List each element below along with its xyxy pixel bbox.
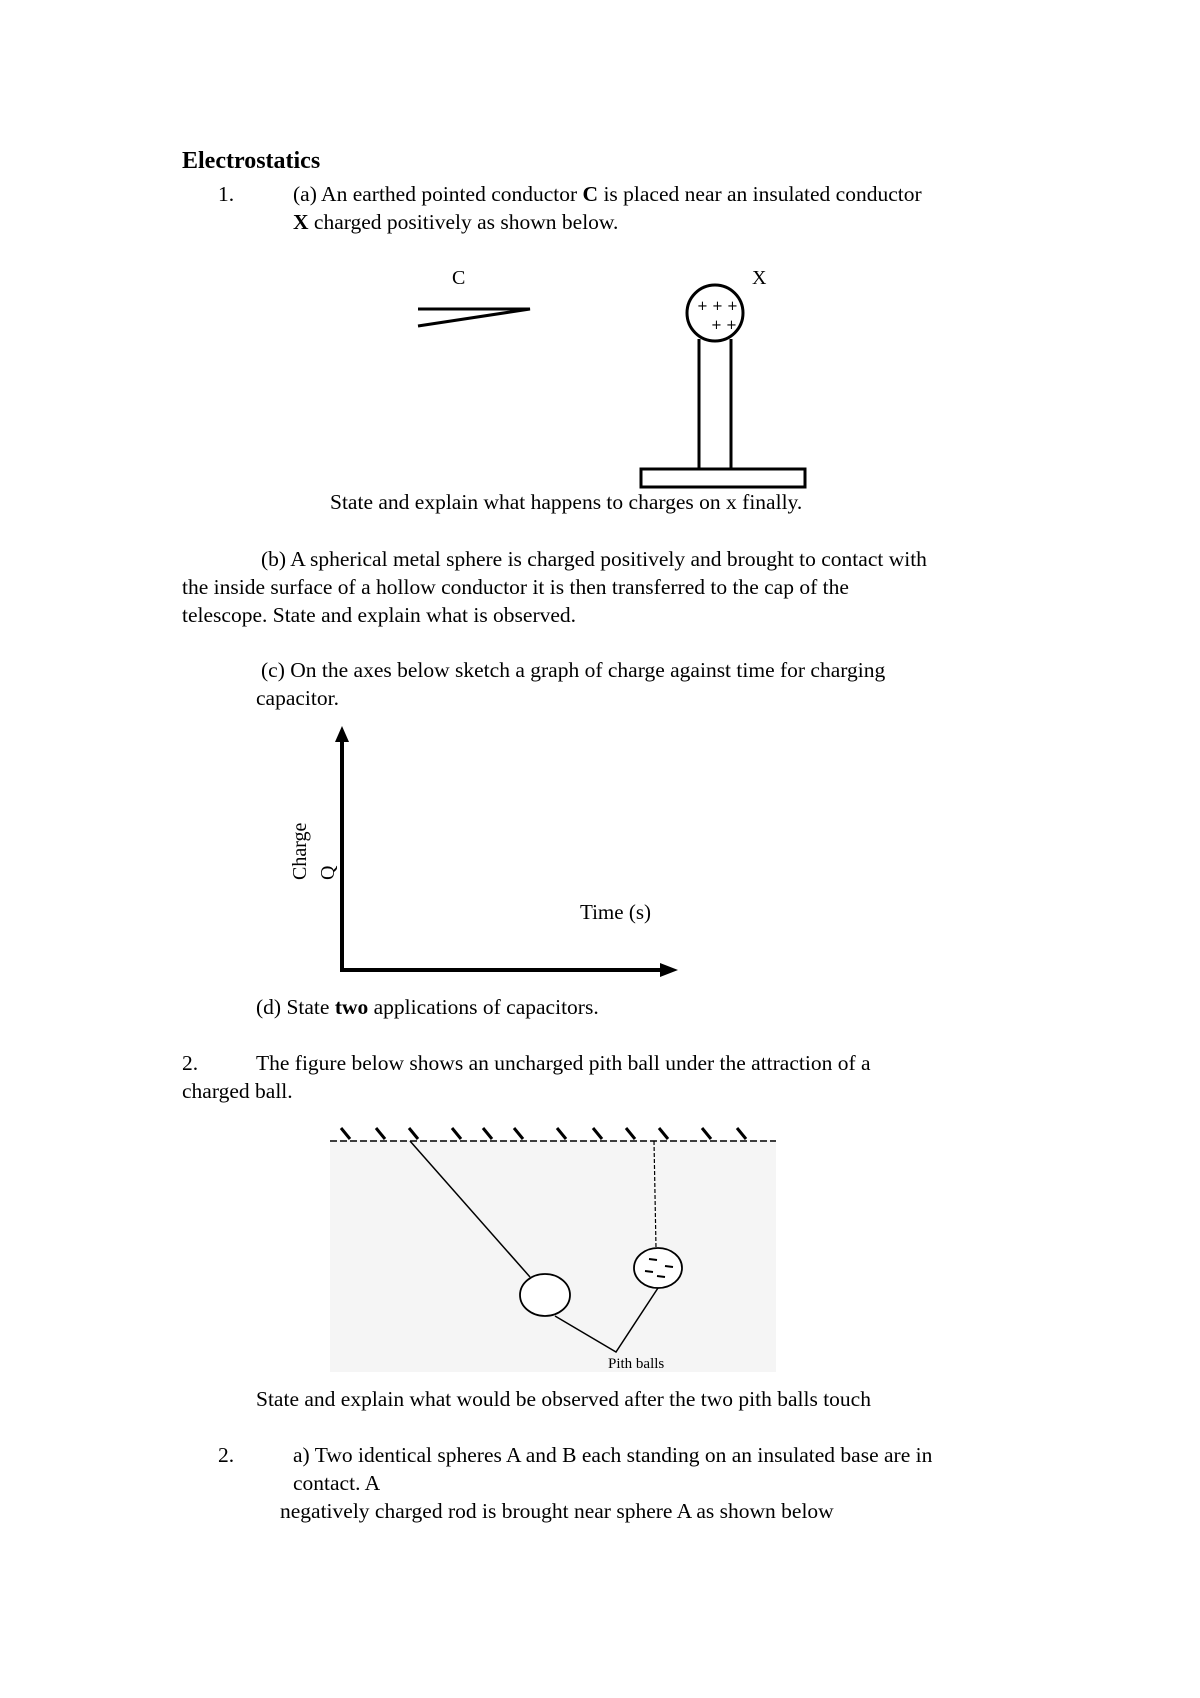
q1c-line2: capacitor. xyxy=(256,686,339,710)
q1c-line1: (c) On the axes below sketch a graph of charge against time for charging xyxy=(261,658,886,682)
q1b-line1: (b) A spherical metal sphere is charged positively and brought to contact with xyxy=(261,547,927,571)
q1a-x-bold: X xyxy=(293,210,309,234)
q3-number: 2. xyxy=(218,1443,235,1467)
charge-time-axes xyxy=(289,726,678,977)
q2-line1: The figure below shows an uncharged pith ball under the attraction of a xyxy=(256,1051,871,1075)
label-x: X xyxy=(752,267,767,289)
q1a-c-bold: C xyxy=(582,182,599,206)
q1a-question: State and explain what happens to charges on x finally. xyxy=(330,490,803,514)
uncharged-pith-ball xyxy=(520,1274,570,1316)
pith-ball-diagram xyxy=(330,1128,776,1372)
q2-question: State and explain what would be observed after the two pith balls touch xyxy=(256,1387,871,1411)
label-c: C xyxy=(452,267,466,289)
q1a-prefix: (a) An earthed pointed conductor xyxy=(293,182,583,206)
q1d-bold: two xyxy=(334,995,369,1019)
plus-signs-row2: + + xyxy=(711,318,737,333)
charged-ball xyxy=(634,1248,682,1288)
plus-signs-row1: + + + xyxy=(697,299,738,314)
page-title: Electrostatics xyxy=(182,148,321,174)
stand-base xyxy=(641,469,805,487)
y-axis-arrow xyxy=(335,726,349,742)
x-axis-arrow xyxy=(660,963,678,977)
q1a-mid: is placed near an insulated conductor xyxy=(598,182,922,206)
q3-line1: a) Two identical spheres A and B each standing on an insulated base are in xyxy=(293,1443,933,1467)
conductor-diagram xyxy=(418,267,805,487)
y-axis-symbol: Q xyxy=(317,865,339,880)
q1d-prefix: (d) State xyxy=(256,995,335,1019)
q1-number: 1. xyxy=(218,182,235,206)
ceiling-hatching xyxy=(341,1128,746,1139)
pointed-conductor-c xyxy=(418,309,530,326)
q1b-line3: telescope. State and explain what is observed. xyxy=(182,603,577,627)
diagram-background xyxy=(330,1140,776,1372)
q3-line2: contact. A xyxy=(293,1471,381,1495)
y-axis-label: Charge xyxy=(289,822,311,880)
q1b-line2: the inside surface of a hollow conductor it is then transferred to the cap of the xyxy=(182,575,849,599)
q1d-line xyxy=(256,993,599,1021)
pith-balls-label: Pith balls xyxy=(608,1356,665,1372)
q3-line3: negatively charged rod is brought near sphere A as shown below xyxy=(280,1499,834,1523)
x-axis-label: Time (s) xyxy=(580,900,651,924)
q2-number: 2. xyxy=(182,1051,199,1075)
q2-line2: charged ball. xyxy=(182,1079,293,1103)
q1d-rest: applications of capacitors. xyxy=(368,995,599,1019)
q1a-rest: charged positively as shown below. xyxy=(308,210,619,234)
